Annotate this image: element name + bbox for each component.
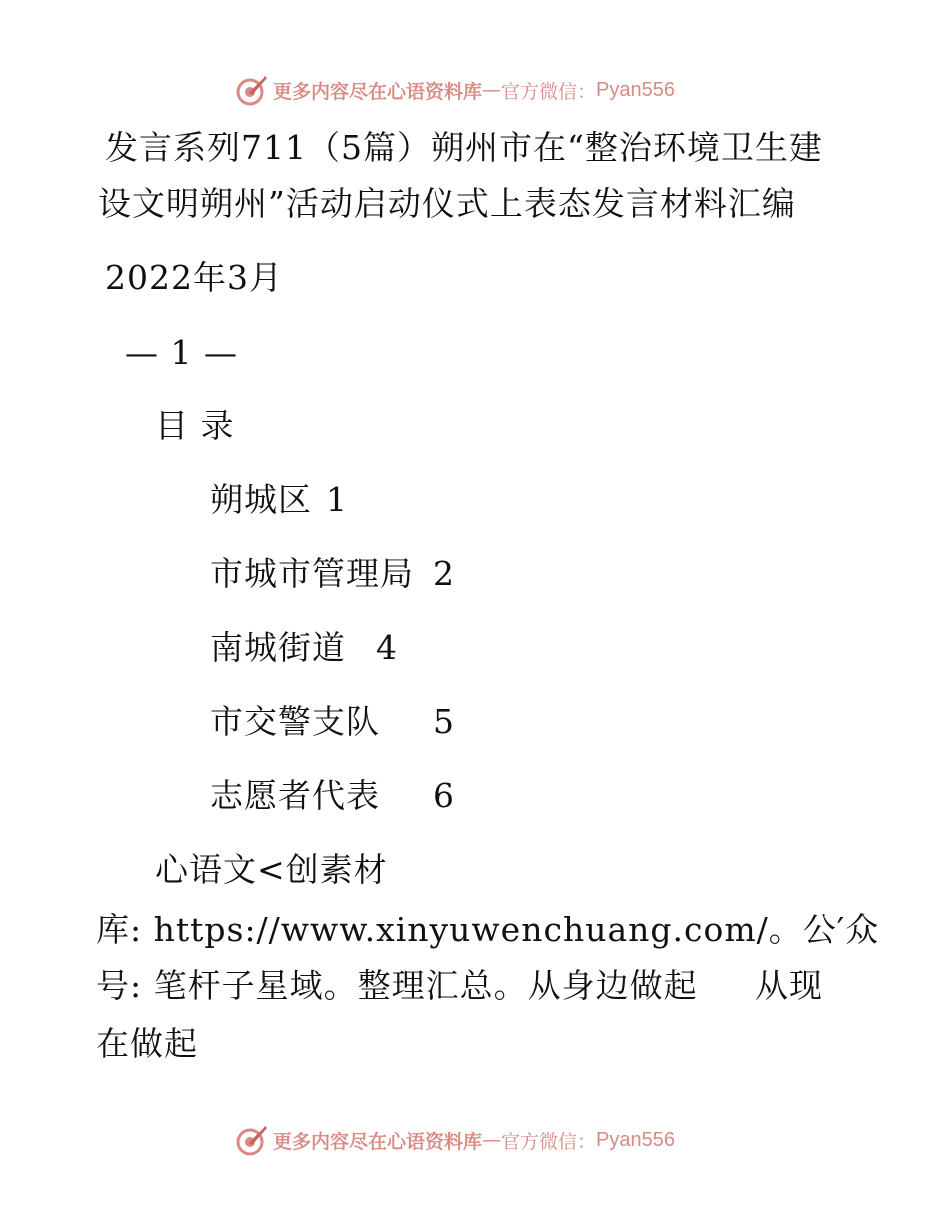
source-note-line-2: 库: https://www.xinyuwenchuang.com/。公′众 — [96, 910, 880, 949]
quill-logo-icon — [235, 1123, 269, 1157]
toc-item-title: 南城街道 — [210, 628, 346, 667]
banner-wechat-label: 官方微信： — [501, 1130, 597, 1153]
document-date: 2022年3月 — [105, 258, 283, 297]
page-marker: — 1 — — [125, 333, 238, 372]
toc-item-page: 2 — [433, 554, 455, 593]
banner-wechat-label: 官方微信： — [501, 80, 597, 103]
toc-item-title: 志愿者代表 — [210, 776, 380, 815]
toc-item-page: 5 — [433, 702, 455, 741]
toc-item-page: 6 — [433, 776, 455, 815]
banner-separator: — — [482, 1129, 502, 1151]
toc-item-title: 市交警支队 — [210, 702, 380, 741]
toc-item-page: 1 — [326, 480, 348, 519]
toc-item[interactable] — [210, 554, 455, 594]
toc-item[interactable] — [210, 776, 455, 816]
toc-item-title: 朔城区 — [210, 480, 312, 519]
header-banner-content — [235, 70, 675, 110]
banner-main-text: 更多内容尽在心语资料库 — [273, 1130, 483, 1153]
document-title-line-2: 设文明朔州”活动启动仪式上表态发言材料汇编 — [98, 184, 796, 223]
banner-main-text: 更多内容尽在心语资料库 — [273, 80, 483, 103]
toc-item-title: 市城市管理局 — [210, 554, 414, 593]
banner-separator: — — [482, 79, 502, 101]
banner-wechat-id: Pyan556 — [596, 1128, 675, 1151]
toc-item-page: 4 — [376, 628, 398, 667]
source-note-line-3: 号: 笔杆子星域。整理汇总。从身边做起 从现 — [96, 966, 824, 1005]
source-note-line-1: 心语文<创素材 — [155, 850, 388, 889]
toc-heading: 目 录 — [155, 406, 235, 445]
header-banner — [0, 70, 950, 110]
toc-item[interactable] — [210, 480, 348, 520]
quill-logo-icon — [235, 73, 269, 107]
footer-banner-content — [235, 1120, 675, 1160]
source-note-line-4: 在做起 — [96, 1024, 198, 1063]
footer-banner — [0, 1120, 950, 1160]
document-title-line-1: 发言系列711（5篇）朔州市在“整治环境卫生建 — [105, 128, 823, 167]
banner-wechat-id: Pyan556 — [596, 78, 675, 101]
toc-item[interactable] — [210, 702, 455, 742]
toc-item[interactable] — [210, 628, 398, 668]
